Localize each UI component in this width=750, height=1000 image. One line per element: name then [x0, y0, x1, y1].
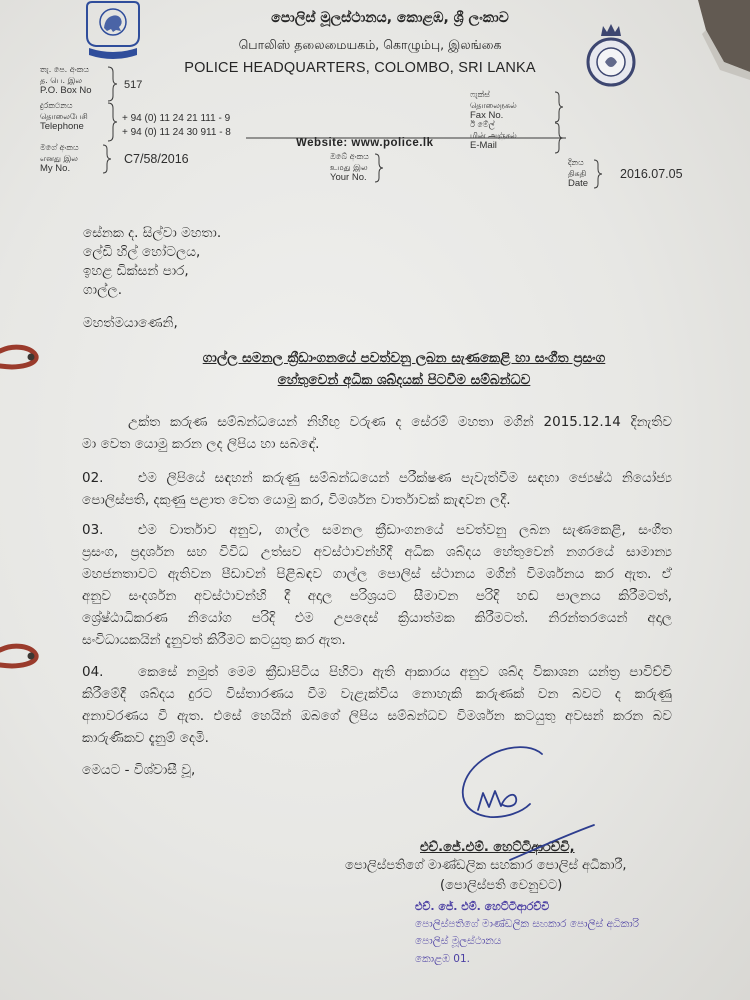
email-brace — [555, 123, 563, 153]
po-box-label-si: තැ. පෙ. අංකය — [40, 65, 89, 74]
your-no-label-ta: உமது இல — [330, 162, 368, 172]
crest-crown — [601, 24, 621, 36]
stamp-line: පොලිස්පතිගේ මාණ්ඩලික සහකාර පොලිස් අධිකාරි — [415, 917, 640, 930]
subject-heading — [134, 347, 674, 391]
date-label-en: Date — [568, 178, 589, 189]
paragraph-first-line — [82, 661, 672, 683]
paragraph-3 — [82, 519, 672, 651]
paragraph-number: 04. — [82, 664, 104, 680]
paragraph-number: 02. — [82, 470, 104, 486]
my-no-label — [40, 143, 79, 175]
email-label-si: ඊ මේල් — [470, 120, 495, 129]
my-no-label-en: My No. — [40, 163, 71, 174]
header-title-english: POLICE HEADQUARTERS, COLOMBO, SRI LANKA — [184, 60, 536, 76]
date-brace — [594, 160, 602, 188]
signature-initials — [478, 791, 516, 810]
your-no-label-si: ඔබේ අංකය — [330, 152, 369, 161]
telephone-label — [40, 101, 88, 133]
binder-ring-bottom — [0, 646, 36, 666]
po-box-label-ta: த. பெ. இல — [40, 75, 82, 85]
date-value: 2016.07.05 — [620, 167, 683, 181]
header-title-sinhala: පොලිස් මූලස්ථානය, කොළඹ, ශ්‍රී ලංකාව — [271, 10, 509, 26]
email-label — [470, 120, 517, 152]
paragraph-number: 03. — [82, 522, 104, 538]
paragraph-first-line — [82, 519, 672, 541]
paragraph-line: උක්ත කරුණ සම්බන්ධයෙන් නිහිඟු වරුණ ද සේරම් මහතා මගින් 2015.12.14 දිනැතිව — [128, 414, 672, 430]
paragraph-line: ශ්‍රේෂ්ඨාධිකරණ නියෝග පරිදි එම උපදෙස් ක්‍රියාත්මක කිරීමටත්. නිරන්තරයෙන් අදාල — [82, 610, 672, 626]
paragraph-line: පොලිස්පති, දකුණු පළාත වෙත යොමු කර, විමර්ශන වාර්තාවක් කැඳවන ලදී. — [82, 492, 511, 508]
fax-label-ta: தொலைநகல் — [470, 100, 517, 110]
po-box-value: 517 — [124, 79, 143, 91]
subject-line: හේතුවෙන් අධික ශබ්දයක් පිටවීම සම්බන්ධව — [277, 372, 531, 388]
police-emblem-icon — [85, 0, 141, 60]
my-no-brace — [103, 145, 111, 173]
fax-label-si: ෆැක්ස් — [470, 90, 490, 99]
closing-line: මෙයට - විශ්වාසී වූ, — [82, 762, 196, 778]
paragraph-line: කිරීමේදී ශබ්දය දුරට විස්තාරණය වීම වැළැක්විය නොහැකි කරුණක් වන බවට ද කරුණු — [82, 686, 672, 702]
telephone-number-1: + 94 (0) 11 24 21 111 - 9 — [122, 113, 231, 124]
stamp-line: පොලිස් මූලස්ථානය — [415, 935, 502, 947]
paragraph-line: මා වෙත යොමු කරන ලද ලිපිය හා සබඳේ. — [82, 436, 320, 452]
fax-brace — [555, 92, 563, 122]
header-title-tamil: பொலிஸ் தலைமையகம், கொழும்பு, இலங்கை — [238, 37, 502, 52]
website-line: Website: www.police.lk — [296, 137, 434, 149]
telephone-label-en: Telephone — [40, 121, 84, 132]
binder-hole-bottom — [28, 653, 35, 660]
background-corner — [698, 0, 750, 72]
binder-ring-top — [0, 347, 36, 367]
paragraph-line: එම වාර්තාව අනුව, ගාල්ල සමනල ක්‍රීඩාංගනයේ පවත්වනු ලබන සැණකෙළි, සංගීත — [138, 522, 672, 538]
paragraph-line: කාරුණිකව දැනුම් දෙමි. — [82, 730, 209, 746]
official-stamp — [415, 898, 655, 968]
paragraph-4 — [82, 661, 672, 749]
paragraph-line: ප්‍රසංග, ප්‍රදර්ශන සහ විවිධ උත්සව අවස්ථාවන්හිදී අධික ශබ්දය හේතුවෙන් නගරයේ සාමාන්‍ය — [82, 544, 672, 560]
fax-label-en: Fax No. — [470, 110, 504, 121]
paragraph-line: අනාවරණය වී ඇත. එසේ හෙයින් ඔබගේ ලිපිය සම්බන්ධව විමර්ශන කටයුතු අවසන් කරන බව — [82, 708, 672, 724]
date-label-ta: திகதி — [568, 168, 587, 178]
signature-loop — [463, 747, 542, 817]
telephone-label-si: දුරකථනය — [40, 101, 73, 110]
your-no-brace — [375, 154, 383, 182]
date-label — [568, 158, 588, 190]
police-crest-icon — [583, 22, 639, 88]
paragraph-line: මහජනතාවට ඇතිවන පීඩාවන් පිළිබඳව ගාල්ල පොලිස් ස්ථානය මගින් විමර්ශනය කර ඇත. ඒ — [82, 566, 672, 582]
paragraph-2 — [82, 467, 672, 511]
po-box-label — [40, 65, 92, 97]
emblem-banner — [89, 48, 137, 59]
paragraph-line: එම ලිපියේ සඳහන් කරුණු සම්බන්ධයෙන් පරීක්ෂණ පැවැත්වීම සඳහා ජ්‍යෙෂ්ඨ නියෝජ්‍ය — [138, 470, 672, 486]
my-no-label-si: මගේ අංකය — [40, 143, 79, 152]
paper-edge-shadow — [702, 30, 750, 80]
salutation: මහත්මයාණෙනි, — [83, 315, 178, 331]
stamp-line: එච්. ජේ. එම්. හෙට්ටිආරච්චි — [415, 900, 550, 913]
telephone-number-2: + 94 (0) 11 24 30 911 - 8 — [122, 127, 231, 138]
paragraph-line: සංවිධායකයින් දැනුවත් කිරීමට කටයුතු කර ඇත. — [82, 632, 346, 648]
subject-line: ගාල්ල සමනල ක්‍රීඩාංගනයේ පවත්වනු ලබන සැණකෙළි හා සංගීත ප්‍රසංග — [202, 350, 606, 366]
my-no-label-ta: எனது இல — [40, 153, 78, 163]
emblem-lion — [104, 15, 122, 32]
signatory-title: පොලිස්පතිගේ මාණ්ඩලික සහකාර පොලිස් අධිකාරී, — [345, 858, 627, 873]
email-label-en: E-Mail — [470, 140, 497, 151]
signatory-on-behalf: (පොලිස්පති වෙනුවට) — [440, 878, 563, 893]
stamp-line: කොළඹ 01. — [415, 952, 470, 965]
address-line: ගාල්ල. — [83, 282, 122, 298]
telephone-label-ta: தொலைபேசி — [40, 111, 88, 121]
your-no-label-en: Your No. — [330, 172, 367, 183]
address-line: සේනක ද. සිල්වා මහතා. — [83, 225, 222, 241]
binder-hole-top — [28, 354, 35, 361]
telephone-brace — [108, 103, 117, 141]
your-no-label — [330, 152, 369, 184]
po-box-brace — [108, 67, 117, 101]
address-line: ලේඩි හිල් හෝටලය, — [83, 244, 201, 260]
paragraph-1 — [82, 411, 672, 455]
recipient-address — [83, 224, 383, 300]
address-line: ඉහළ ඩික්සන් පාර, — [83, 263, 189, 279]
date-label-si: දිනය — [568, 158, 584, 167]
paragraph-line: කෙසේ නමුත් මෙම ක්‍රීඩාපිටිය පිහිටා ඇති ආකාරය අනුව ශබ්ද විකාශන යන්ත්‍ර පාවිච්චි — [138, 664, 672, 680]
po-box-label-en: P.O. Box No — [40, 85, 92, 96]
signatory-name: එච්.ජේ.එම්. හෙට්ටිආරච්චි, — [420, 840, 575, 855]
paragraph-first-line — [82, 467, 672, 489]
fax-label — [470, 90, 517, 122]
paragraph-line: අනුව සංදර්ශන අවස්ථාවන්හි දී අදාල පරිශ්‍රයට සීමාවන පරිදි හඬ පාලනය කිරීමටත්, — [82, 588, 672, 604]
email-label-ta: மின் அஞ்சல் — [470, 130, 517, 140]
my-no-value: C7/58/2016 — [124, 152, 189, 166]
